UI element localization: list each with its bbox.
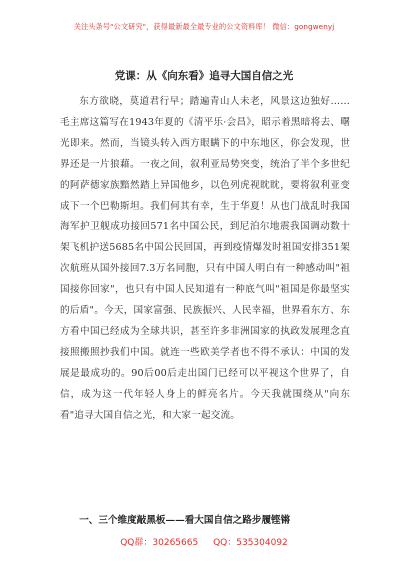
body-paragraph: 东方欲晓，莫道君行早；踏遍青山人未老，风景这边独好……毛主席这篇写在1943年夏的《清平乐·会昌》，昭示着黑暗将去、曙光即来。然而，当镜头转入西方眼瞒下的中东地区，你会发现，世界还是一片狼藉。一夜之间，叙利亚局势突变，统治了半个多世纪的阿萨德家族黯然踏上异国他乡，以色列虎视眈眈，要将叙利亚变成下一个巴勒斯坦。我们何其有幸，生于华夏！从也门战乱时我国海军护卫舰成功接回571名中国公民，到尼泊尔地震我国调动数十架飞机护送5685名中国公民回国，再到疫情爆发时祖国安排351架次航班从国外接回7.3万名同胞，只有中国人明白有一种感动叫"祖国接你回家"，也只有中国人民知道有一种底气叫"祖国是你最坚实的后盾"。今天，国家富强、民族振兴、人民幸福，世界看东方、东方看中国已经成为全球共识，甚至许多非洲国家的执政发展理念直接照搬照抄我们中国。就连一些欧美学者也不得不承认：中国的发展是最成功的。90后00后走出国门已经可以平视这个世界了，自信，成为这一代年轻人身上的鲜亮名片。今天我就围绕从"向东看"追寻大国自信之光，和大家一起交流。 bbox=[60, 96, 350, 421]
footer-qq-number: QQ：535304092 bbox=[213, 538, 288, 548]
header-banner: 关注头条号"公文研究"，获得最新最全最专业的公文资料库！ 微信：gongwenyj bbox=[73, 22, 335, 31]
document-title: 党课：从《向东看》追寻大国自信之光 bbox=[114, 70, 294, 82]
section-heading: 一、三个维度敲黑板——看大国自信之路步履铿锵 bbox=[79, 515, 291, 526]
footer-qq-group: QQ群：30265665 bbox=[120, 538, 199, 548]
footer-contact bbox=[0, 535, 408, 548]
